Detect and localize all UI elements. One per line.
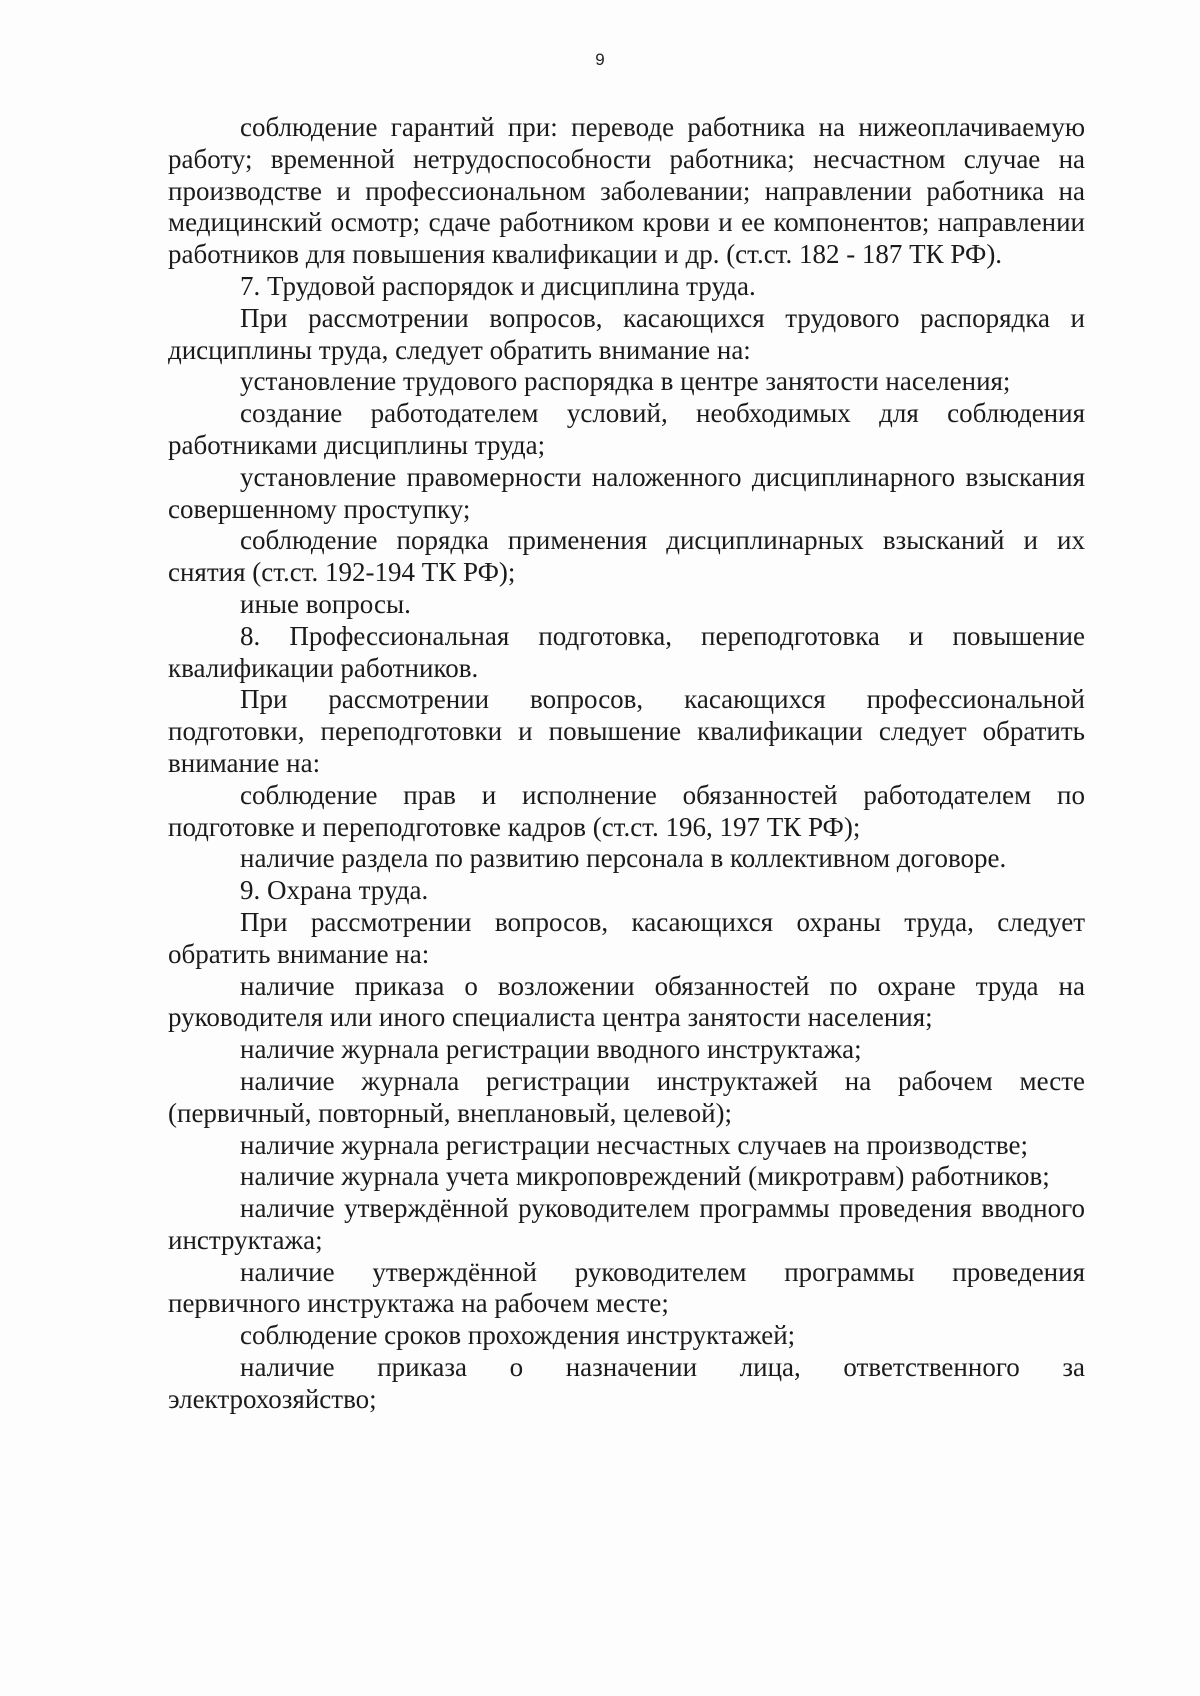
section-8-intro: При рассмотрении вопросов, касающихся профессиональной подготовки, переподготовки и повышение квалификации следует обратить внимание на: [168,684,1085,778]
page-number: 9 [595,50,605,69]
paragraph-guarantees: соблюдение гарантий при: переводе работника на нижеоплачиваемую работу; временной нетрудоспособности работника; несчастном случае на производстве и профессиональном заболевании; направлении работника на медицинский осмотр; сдаче работником крови и ее компонентов; направлении работников для повышения квалификации и др. (ст.ст. 182 - 187 ТК РФ). [168,112,1085,270]
list-item: наличие раздела по развитию персонала в коллективном договоре. [240,843,1007,874]
list-item: наличие утверждённой руководителем программы проведения первичного инструктажа на рабочем месте; [168,1256,1085,1319]
list-item: создание работодателем условий, необходимых для соблюдения работниками дисциплины труда; [168,398,1085,460]
list-item: наличие журнала регистрации инструктажей на рабочем месте (первичный, повторный, внеплановый, целевой); [168,1065,1085,1128]
section-7-intro: При рассмотрении вопросов, касающихся трудового распорядка и дисциплины труда, следует обратить внимание на: [168,302,1085,365]
document-body [168,112,1085,1416]
list-item: установление правомерности наложенного дисциплинарного взыскания совершенному проступку; [168,461,1085,524]
list-item: соблюдение сроков прохождения инструктажей; [240,1320,796,1351]
list-item: соблюдение порядка применения дисциплинарных взысканий и их снятия (ст.ст. 192-194 ТК РФ); [168,525,1085,588]
list-item: наличие журнала учета микроповреждений (микротравм) работников; [240,1161,1050,1192]
list-item: наличие утверждённой руководителем программы проведения вводного инструктажа; [168,1193,1085,1255]
list-item: наличие журнала регистрации несчастных случаев на производстве; [240,1129,1028,1160]
list-item: установление трудового распорядка в центре занятости населения; [240,366,1011,397]
list-item: наличие приказа о назначении лица, ответственного за электрохозяйство; [168,1352,1085,1414]
section-8-heading: 8. Профессиональная подготовка, переподготовка и повышение квалификации работников. [168,620,1085,683]
list-item: наличие журнала регистрации вводного инструктажа; [240,1034,862,1065]
list-item: соблюдение прав и исполнение обязанностей работодателем по подготовке и переподготовке кадров (ст.ст. 196, 197 ТК РФ); [168,779,1085,842]
list-item: иные вопросы. [240,588,411,619]
section-9-heading: 9. Охрана труда. [240,875,429,906]
section-7-heading: 7. Трудовой распорядок и дисциплина труда. [240,270,756,301]
section-9-intro: При рассмотрении вопросов, касающихся охраны труда, следует обратить внимание на: [168,906,1085,969]
list-item: наличие приказа о возложении обязанностей по охране труда на руководителя или иного специалиста центра занятости населения; [168,970,1085,1033]
